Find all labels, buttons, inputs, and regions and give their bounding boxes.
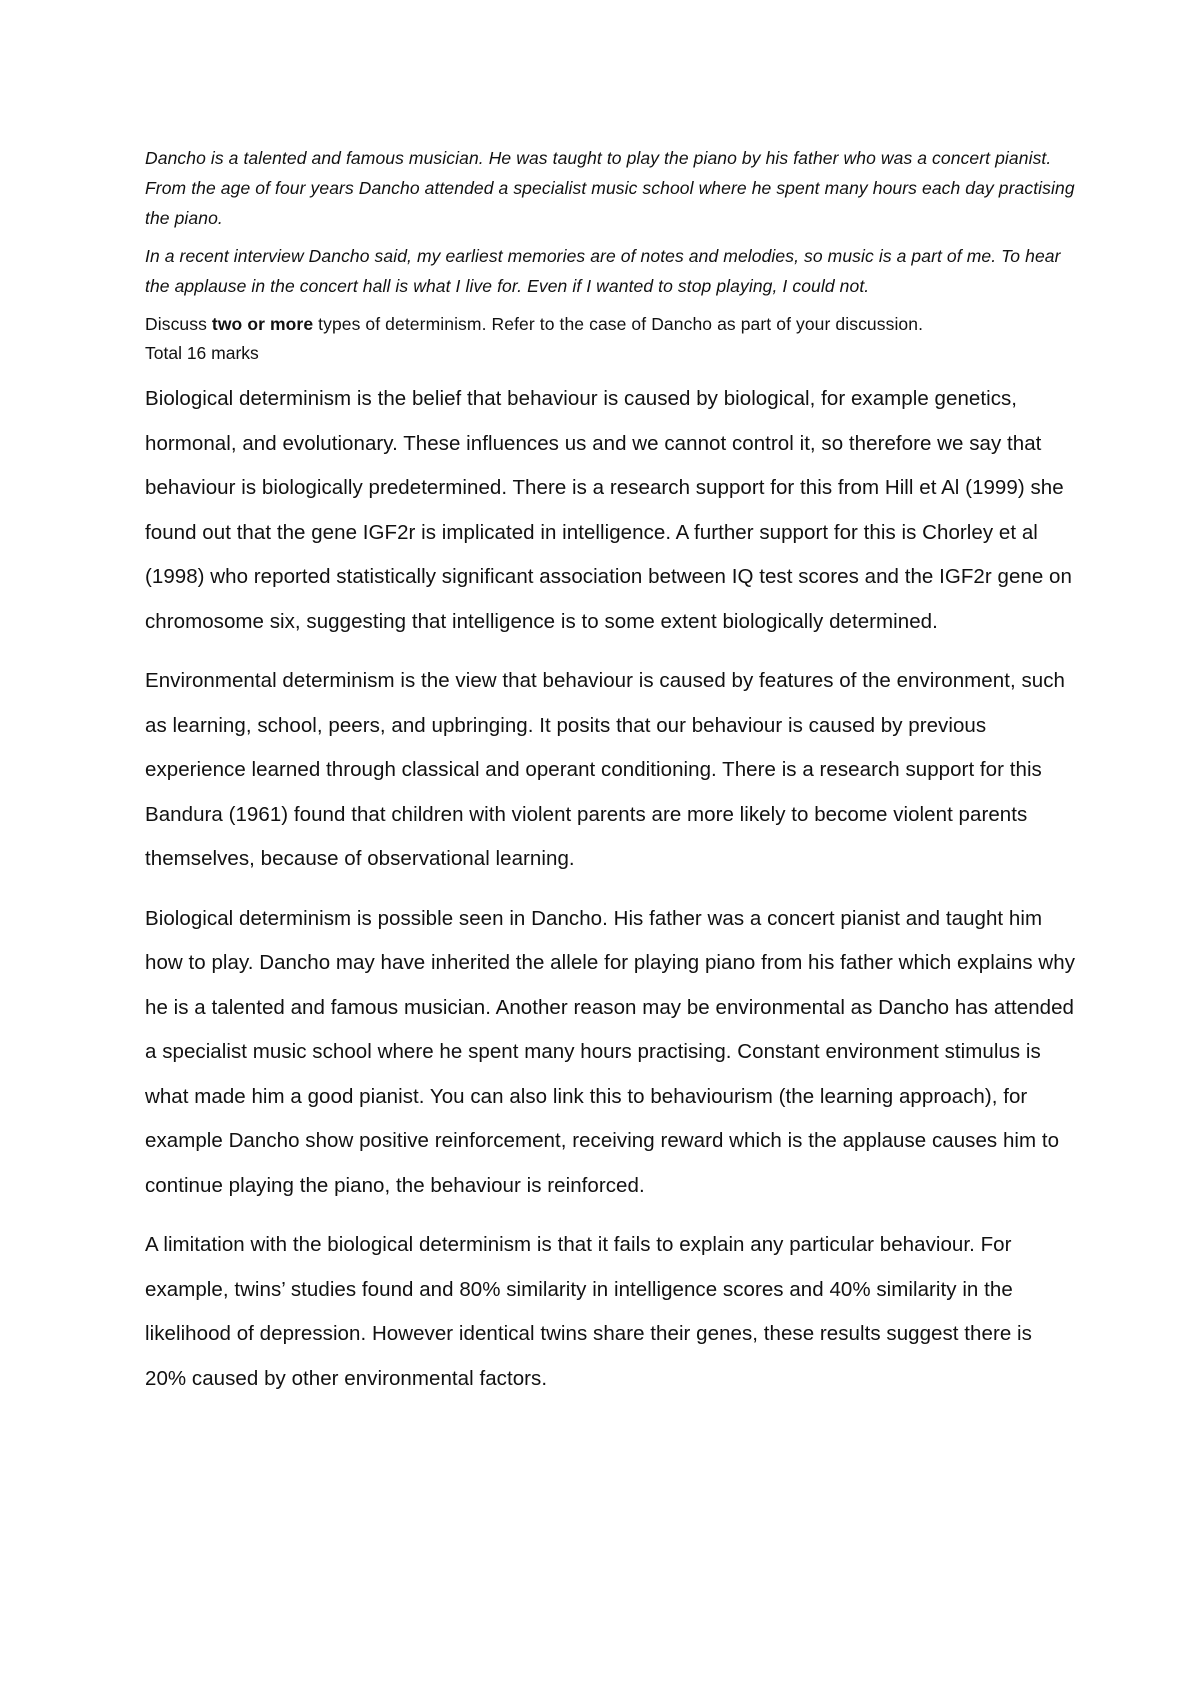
case-study-paragraph: Dancho is a talented and famous musician. He was taught to play the piano by his father who was a concert pianist. From the age of four years Dancho attended a specialist music school where he spent many hours each day practising the piano. bbox=[145, 148, 1075, 228]
total-marks: Total 16 marks bbox=[145, 343, 259, 363]
question-rest: types of determinism. Refer to the case of Dancho as part of your discussion. bbox=[313, 314, 924, 334]
interview-quote-paragraph: In a recent interview Dancho said, my earliest memories are of notes and melodies, so music is a part of me. To hear the applause in the concert hall is what I live for. Even if I wanted to stop playing, I could not. bbox=[145, 246, 1061, 296]
essay-paragraph-environmental: Environmental determinism is the view that behaviour is caused by features of the environment, such as learning, school, peers, and upbringing. It posits that our behaviour is caused by previous experience learned through classical and operant conditioning. There is a research support for this Bandura (1961) found that children with violent parents are more likely to become violent parents themselves, because of observational learning. bbox=[145, 669, 1065, 870]
essay-paragraph-limitation: A limitation with the biological determinism is that it fails to explain any particular behaviour. For example, twins’ studies found and 80% similarity in intelligence scores and 40% similarity in the likelihood of depression. However identical twins share their genes, these results suggest there is 20% caused by other environmental factors. bbox=[145, 1233, 1032, 1390]
question-emphasis: two or more bbox=[211, 314, 314, 334]
question-lead: Discuss bbox=[145, 314, 212, 334]
question-text bbox=[145, 309, 1075, 339]
essay-paragraph-dancho-application: Biological determinism is possible seen in Dancho. His father was a concert pianist and taught him how to play. Dancho may have inherited the allele for playing piano from his father which explains why he is a talented and famous musician. Another reason may be environmental as Dancho has attended a specialist music school where he spent many hours practising. Constant environment stimulus is what made him a good pianist. You can also link this to behaviourism (the learning approach), for example Dancho show positive reinforcement, receiving reward which is the applause causes him to continue playing the piano, the behaviour is reinforced. bbox=[145, 906, 1076, 1197]
essay-paragraph-biological: Biological determinism is the belief that behaviour is caused by biological, for example genetics, hormonal, and evolutionary. These influences us and we cannot control it, so therefore we say that behaviour is biologically predetermined. There is a research support for this from Hill et Al (1999) she found out that the gene IGF2r is implicated in intelligence. A further support for this is Chorley et al (1998) who reported statistically significant association between IQ test scores and the IGF2r gene on chromosome six, suggesting that intelligence is to some extent biologically determined. bbox=[145, 387, 1072, 633]
document-body bbox=[145, 143, 1075, 1416]
